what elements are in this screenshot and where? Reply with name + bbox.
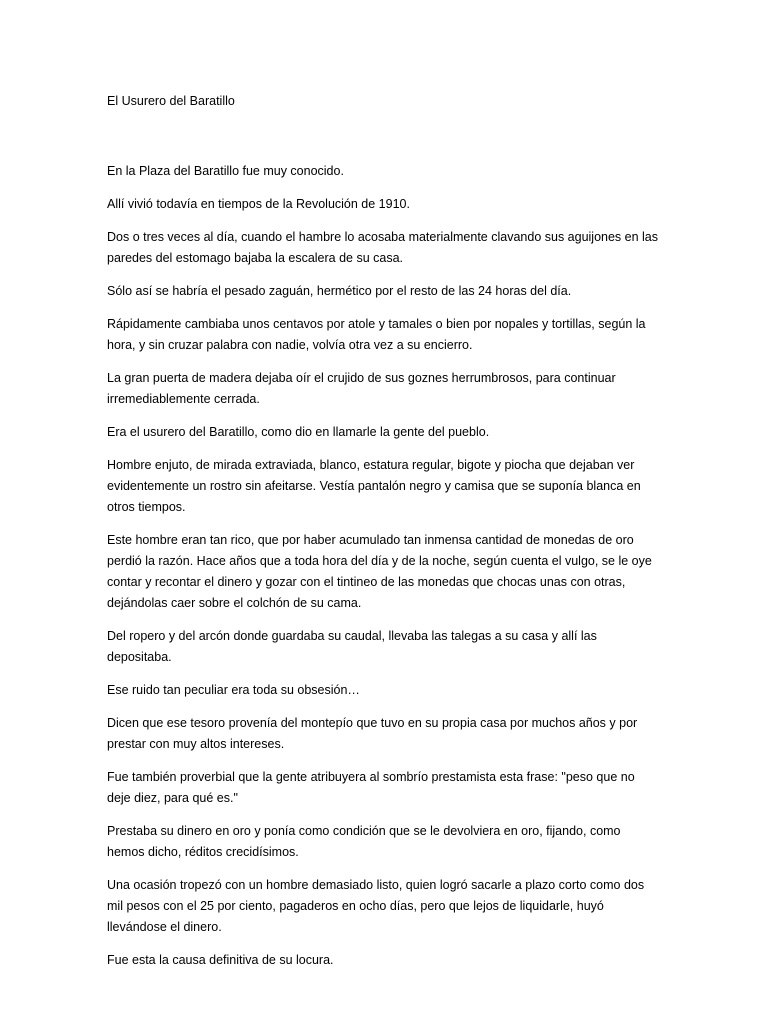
paragraph: Allí vivió todavía en tiempos de la Revolución de 1910. <box>107 197 410 211</box>
document-title: El Usurero del Baratillo <box>107 94 235 108</box>
paragraph: Rápidamente cambiaba unos centavos por atole y tamales o bien por nopales y tortillas, según la hora, y sin cruzar palabra con nadie, volvía otra vez a su encierro. <box>107 317 646 352</box>
paragraph: Hombre enjuto, de mirada extraviada, blanco, estatura regular, bigote y piocha que dejaban ver evidentemente un rostro sin afeitarse. Vestía pantalón negro y camisa que se suponía blanca en otros tiempos. <box>107 458 641 514</box>
paragraph: Fue también proverbial que la gente atribuyera al sombrío prestamista esta frase: "peso que no deje diez, para qué es." <box>107 770 635 805</box>
paragraph: La gran puerta de madera dejaba oír el crujido de sus goznes herrumbrosos, para continuar irremediablemente cerrada. <box>107 371 616 406</box>
document-page <box>107 93 659 983</box>
paragraph: Una ocasión tropezó con un hombre demasiado listo, quien logró sacarle a plazo corto como dos mil pesos con el 25 por ciento, pagaderos en ocho días, pero que lejos de liquidarle, huyó llevándose el dinero. <box>107 878 645 934</box>
paragraph: Sólo así se habría el pesado zaguán, hermético por el resto de las 24 horas del día. <box>107 284 572 298</box>
paragraph: En la Plaza del Baratillo fue muy conocido. <box>107 164 344 178</box>
paragraph: Dos o tres veces al día, cuando el hambre lo acosaba materialmente clavando sus aguijones en las paredes del estomago bajaba la escalera de su casa. <box>107 230 659 265</box>
paragraph: Fue esta la causa definitiva de su locura. <box>107 953 334 967</box>
paragraph: Este hombre eran tan rico, que por haber acumulado tan inmensa cantidad de monedas de oro perdió la razón. Hace años que a toda hora del día y de la noche, según cuenta el vulgo, se le oye contar y recontar el dinero y gozar con el tintineo de las monedas que chocas unas con otras, dejándolas caer sobre el colchón de su cama. <box>107 533 652 610</box>
paragraph: Prestaba su dinero en oro y ponía como condición que se le devolviera en oro, fijando, como hemos dicho, réditos crecidísimos. <box>107 824 621 859</box>
paragraph: Era el usurero del Baratillo, como dio en llamarle la gente del pueblo. <box>107 425 490 439</box>
paragraph: Ese ruido tan peculiar era toda su obsesión… <box>107 683 360 697</box>
paragraph: Del ropero y del arcón donde guardaba su caudal, llevaba las talegas a su casa y allí las depositaba. <box>107 629 597 664</box>
paragraph: Dicen que ese tesoro provenía del montepío que tuvo en su propia casa por muchos años y por prestar con muy altos intereses. <box>107 716 638 751</box>
